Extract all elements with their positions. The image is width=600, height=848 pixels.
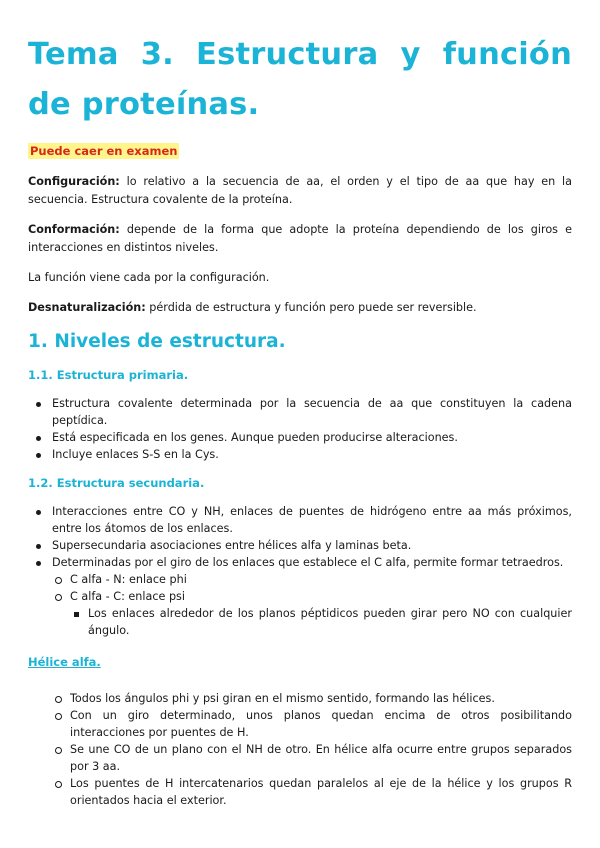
helice-heading-row [28,651,572,690]
list-item-text: Está especificada en los genes. Aunque pueden producirse alteraciones. [52,431,458,444]
list-item-text: Con un giro determinado, unos planos quedan encima de otros posibilitando interacciones por puentes de H. [70,709,572,739]
list-item-text: Incluye enlaces S-S en la Cys. [52,448,219,461]
paragraph-configuracion [28,173,572,209]
list-item [28,429,572,446]
bullet-dot-icon [36,544,41,549]
secundaria-subsublist [70,605,572,639]
list-item-text: Supersecundaria asociaciones entre hélices alfa y laminas beta. [52,539,412,552]
section-heading-niveles: 1. Niveles de estructura. [28,331,286,352]
paragraph-desnaturalizacion [28,299,572,317]
secundaria-list [28,503,572,639]
list-item [28,503,572,537]
subsection-heading-secundaria: 1.2. Estructura secundaria. [28,476,205,490]
helice-list [52,690,572,809]
list-item [28,395,572,429]
subsection-heading-helice[interactable]: Hélice alfa. [28,655,101,669]
list-item-text: Los puentes de H intercatenarios quedan paralelos al eje de la hélice y los grupos R orientados hacia el exterior. [70,777,572,807]
list-item [28,446,572,463]
bullet-square-icon [74,612,79,617]
paragraph-conformacion [28,221,572,257]
list-item [70,605,572,639]
page-title: Tema 3. Estructura y función de proteínas. [28,37,572,122]
bullet-circle-icon [55,696,62,703]
list-item [52,707,572,741]
list-item [52,690,572,707]
primaria-list [28,395,572,463]
list-item [28,537,572,554]
text-funcion: La función viene cada por la configuración. [28,271,270,284]
list-item-text: Determinadas por el giro de los enlaces que establece el C alfa, permite formar tetraedros. [52,556,564,569]
list-item-text: Se une CO de un plano con el NH de otro. En hélice alfa ocurre entre grupos separados por 3 aa. [70,743,572,773]
bullet-dot-icon [36,453,41,458]
exam-highlight-tag: Puede caer en examen [30,144,178,158]
bullet-circle-icon [55,577,62,584]
bullet-circle-icon [55,713,62,720]
text-configuracion: lo relativo a la secuencia de aa, el orden y el tipo de aa que hay en la secuencia. Estructura covalente de la proteína. [28,175,572,206]
list-item-text: C alfa - C: enlace psi [70,590,185,603]
text-desnaturalizacion: pérdida de estructura y función pero puede ser reversible. [145,301,477,314]
list-item-text: Los enlaces alrededor de los planos péptidicos pueden girar pero NO con cualquier ángulo. [88,607,572,637]
secundaria-sublist [52,571,572,639]
list-item [28,554,572,639]
bullet-dot-icon [36,561,41,566]
term-configuracion: Configuración: [28,175,120,188]
subsection-heading-primaria: 1.1. Estructura primaria. [28,368,189,382]
list-item [52,588,572,639]
bullet-dot-icon [36,510,41,515]
list-item-text: C alfa - N: enlace phi [70,573,187,586]
list-item [52,571,572,588]
term-desnaturalizacion: Desnaturalización: [28,301,146,314]
bullet-circle-icon [55,594,62,601]
bullet-circle-icon [55,747,62,754]
list-item-text: Estructura covalente determinada por la secuencia de aa que constituyen la cadena peptídica. [52,397,572,427]
paragraph-funcion [28,269,572,287]
bullet-dot-icon [36,436,41,441]
list-item-text: Todos los ángulos phi y psi giran en el mismo sentido, formando las hélices. [70,692,495,705]
term-conformacion: Conformación: [28,223,120,236]
list-item-text: Interacciones entre CO y NH, enlaces de puentes de hidrógeno entre aa más próximos, entre los átomos de los enlaces. [52,505,572,535]
list-item [52,775,572,809]
exam-tag-row [28,140,572,173]
bullet-dot-icon [36,402,41,407]
list-item [52,741,572,775]
bullet-circle-icon [55,781,62,788]
text-conformacion: depende de la forma que adopte la proteína dependiendo de los giros e interacciones en distintos niveles. [28,223,572,254]
